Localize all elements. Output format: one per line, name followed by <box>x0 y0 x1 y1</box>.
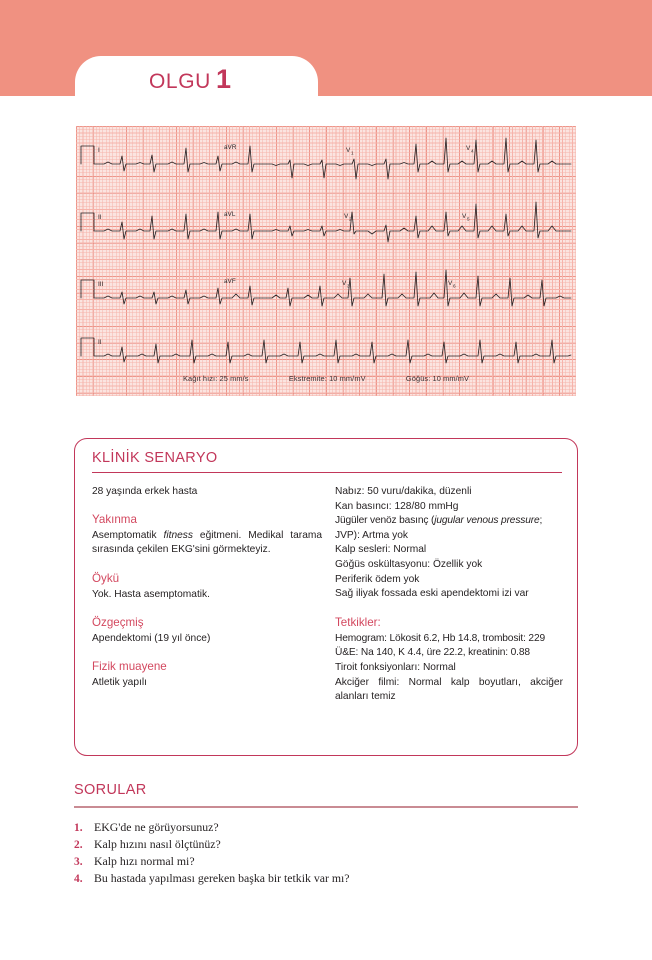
ecg-lead-label-sub: 3 <box>347 283 350 289</box>
ecg-waveform <box>76 126 576 396</box>
question-item <box>74 837 578 852</box>
section-heading-yakinma: Yakınma <box>92 513 137 527</box>
ecg-strip <box>76 126 576 396</box>
ecg-chest-gain: Göğüs: 10 mm/mV <box>405 374 470 383</box>
vital-peripheral-edema: Periferik ödem yok <box>335 573 420 585</box>
question-text: EKG'de ne görüyorsunuz? <box>94 820 219 834</box>
ecg-lead-label: V <box>342 280 347 287</box>
ecg-lead-label-sub: 5 <box>467 216 470 222</box>
questions-heading: SORULAR <box>74 782 147 798</box>
section-heading-oyku: Öykü <box>92 571 120 585</box>
vital-pulse: Nabız: 50 vuru/dakika, düzenli <box>335 486 472 497</box>
yakinma-italic: fitness <box>163 530 193 542</box>
patient-summary: 28 yaşında erkek hasta <box>92 486 198 497</box>
jvp-italic: jugular venous pressure <box>434 515 540 527</box>
ecg-lead-label-sub: 2 <box>349 216 352 222</box>
case-number: 1 <box>216 64 232 94</box>
case-title-tab-fill <box>75 96 318 102</box>
test-hemogram: Hemogram: Lökosit 6.2, Hb 14.8, trombosit: 229 <box>335 632 545 644</box>
page-title: OLGU <box>149 70 211 93</box>
question-text: Kalp hızı normal mi? <box>94 854 195 868</box>
ecg-lead-label-sub: 1 <box>351 150 354 156</box>
ecg-lead-label-sub: 6 <box>453 283 456 289</box>
vital-chest-auscultation: Göğüs oskültasyonu: Özellik yok <box>335 558 483 570</box>
vital-blood-pressure: Kan basıncı: 128/80 mmHg <box>335 500 459 512</box>
section-heading-tetkikler: Tetkikler: <box>335 615 381 629</box>
section-text-fizik-muayene: Atletik yapılı <box>92 677 147 689</box>
clinical-scenario-heading: KLİNİK SENARYO <box>92 450 218 466</box>
ecg-lead-label: II <box>98 339 102 346</box>
ecg-lead-label: V <box>462 213 467 220</box>
section-heading-ozgecmis: Özgeçmiş <box>92 615 144 629</box>
clinical-heading-divider <box>92 472 562 473</box>
yakinma-pre: Asemptomatik <box>92 530 164 542</box>
ecg-lead-label: V <box>466 145 471 152</box>
clinical-scenario-box <box>74 438 578 756</box>
section-text-ozgecmis: Apendektomi (19 yıl önce) <box>92 632 211 644</box>
jvp-pre: Jügüler venöz basınç ( <box>335 515 435 527</box>
section-heading-fizik-muayene: Fizik muayene <box>92 660 167 674</box>
question-number: 4. <box>74 873 83 885</box>
question-text: Bu hastada yapılması gereken başka bir tetkik var mı? <box>94 871 350 885</box>
ecg-lead-label: III <box>98 281 104 288</box>
test-ue: Ü&E: Na 140, K 4.4, üre 22.2, kreatinin: 0.88 <box>335 647 530 659</box>
ecg-lead-label: V <box>344 213 349 220</box>
ecg-lead-label-sub: 4 <box>471 148 474 154</box>
ecg-lead-label: V <box>448 280 453 287</box>
vital-heart-sounds: Kalp sesleri: Normal <box>335 544 427 556</box>
ecg-lead-label: I <box>98 147 100 154</box>
question-item <box>74 820 578 835</box>
ecg-caption <box>76 374 576 383</box>
ecg-paper-speed: Kağıt hızı: 25 mm/s <box>182 374 249 383</box>
vital-jvp-line2: JVP): Artma yok <box>335 529 409 541</box>
ecg-limb-gain: Ekstremite: 10 mm/mV <box>288 374 366 383</box>
question-item <box>74 854 578 869</box>
test-thyroid: Tiroit fonksiyonları: Normal <box>335 661 456 673</box>
question-number: 3. <box>74 856 83 868</box>
clinical-right-column <box>335 485 563 704</box>
question-number: 1. <box>74 822 83 834</box>
questions-divider <box>74 806 578 808</box>
questions-list <box>74 820 578 888</box>
question-text: Kalp hızını nasıl ölçtünüz? <box>94 837 221 851</box>
clinical-left-column <box>92 485 322 690</box>
ecg-lead-label: V <box>346 147 351 154</box>
ecg-lead-label: aVF <box>224 278 236 285</box>
question-number: 2. <box>74 839 83 851</box>
vital-jvp-line1 <box>335 514 563 529</box>
ecg-lead-label: II <box>98 214 102 221</box>
test-chest-xray: Akciğer filmi: Normal kalp boyutları, akciğer alanları temiz <box>335 676 563 702</box>
jvp-post: ; <box>539 515 543 527</box>
ecg-lead-label: aVR <box>224 144 237 151</box>
section-text-oyku: Yok. Hasta asemptomatik. <box>92 588 210 600</box>
question-item <box>74 871 578 886</box>
vital-appendectomy-scar: Sağ iliyak fossada eski apendektomi izi var <box>335 588 529 600</box>
ecg-lead-label: aVL <box>224 211 236 218</box>
yakinma-post: eğitmeni. Medikal tarama sırasında çekilen EKG'sini görmekteyiz. <box>92 530 323 556</box>
section-text-yakinma <box>92 529 322 557</box>
